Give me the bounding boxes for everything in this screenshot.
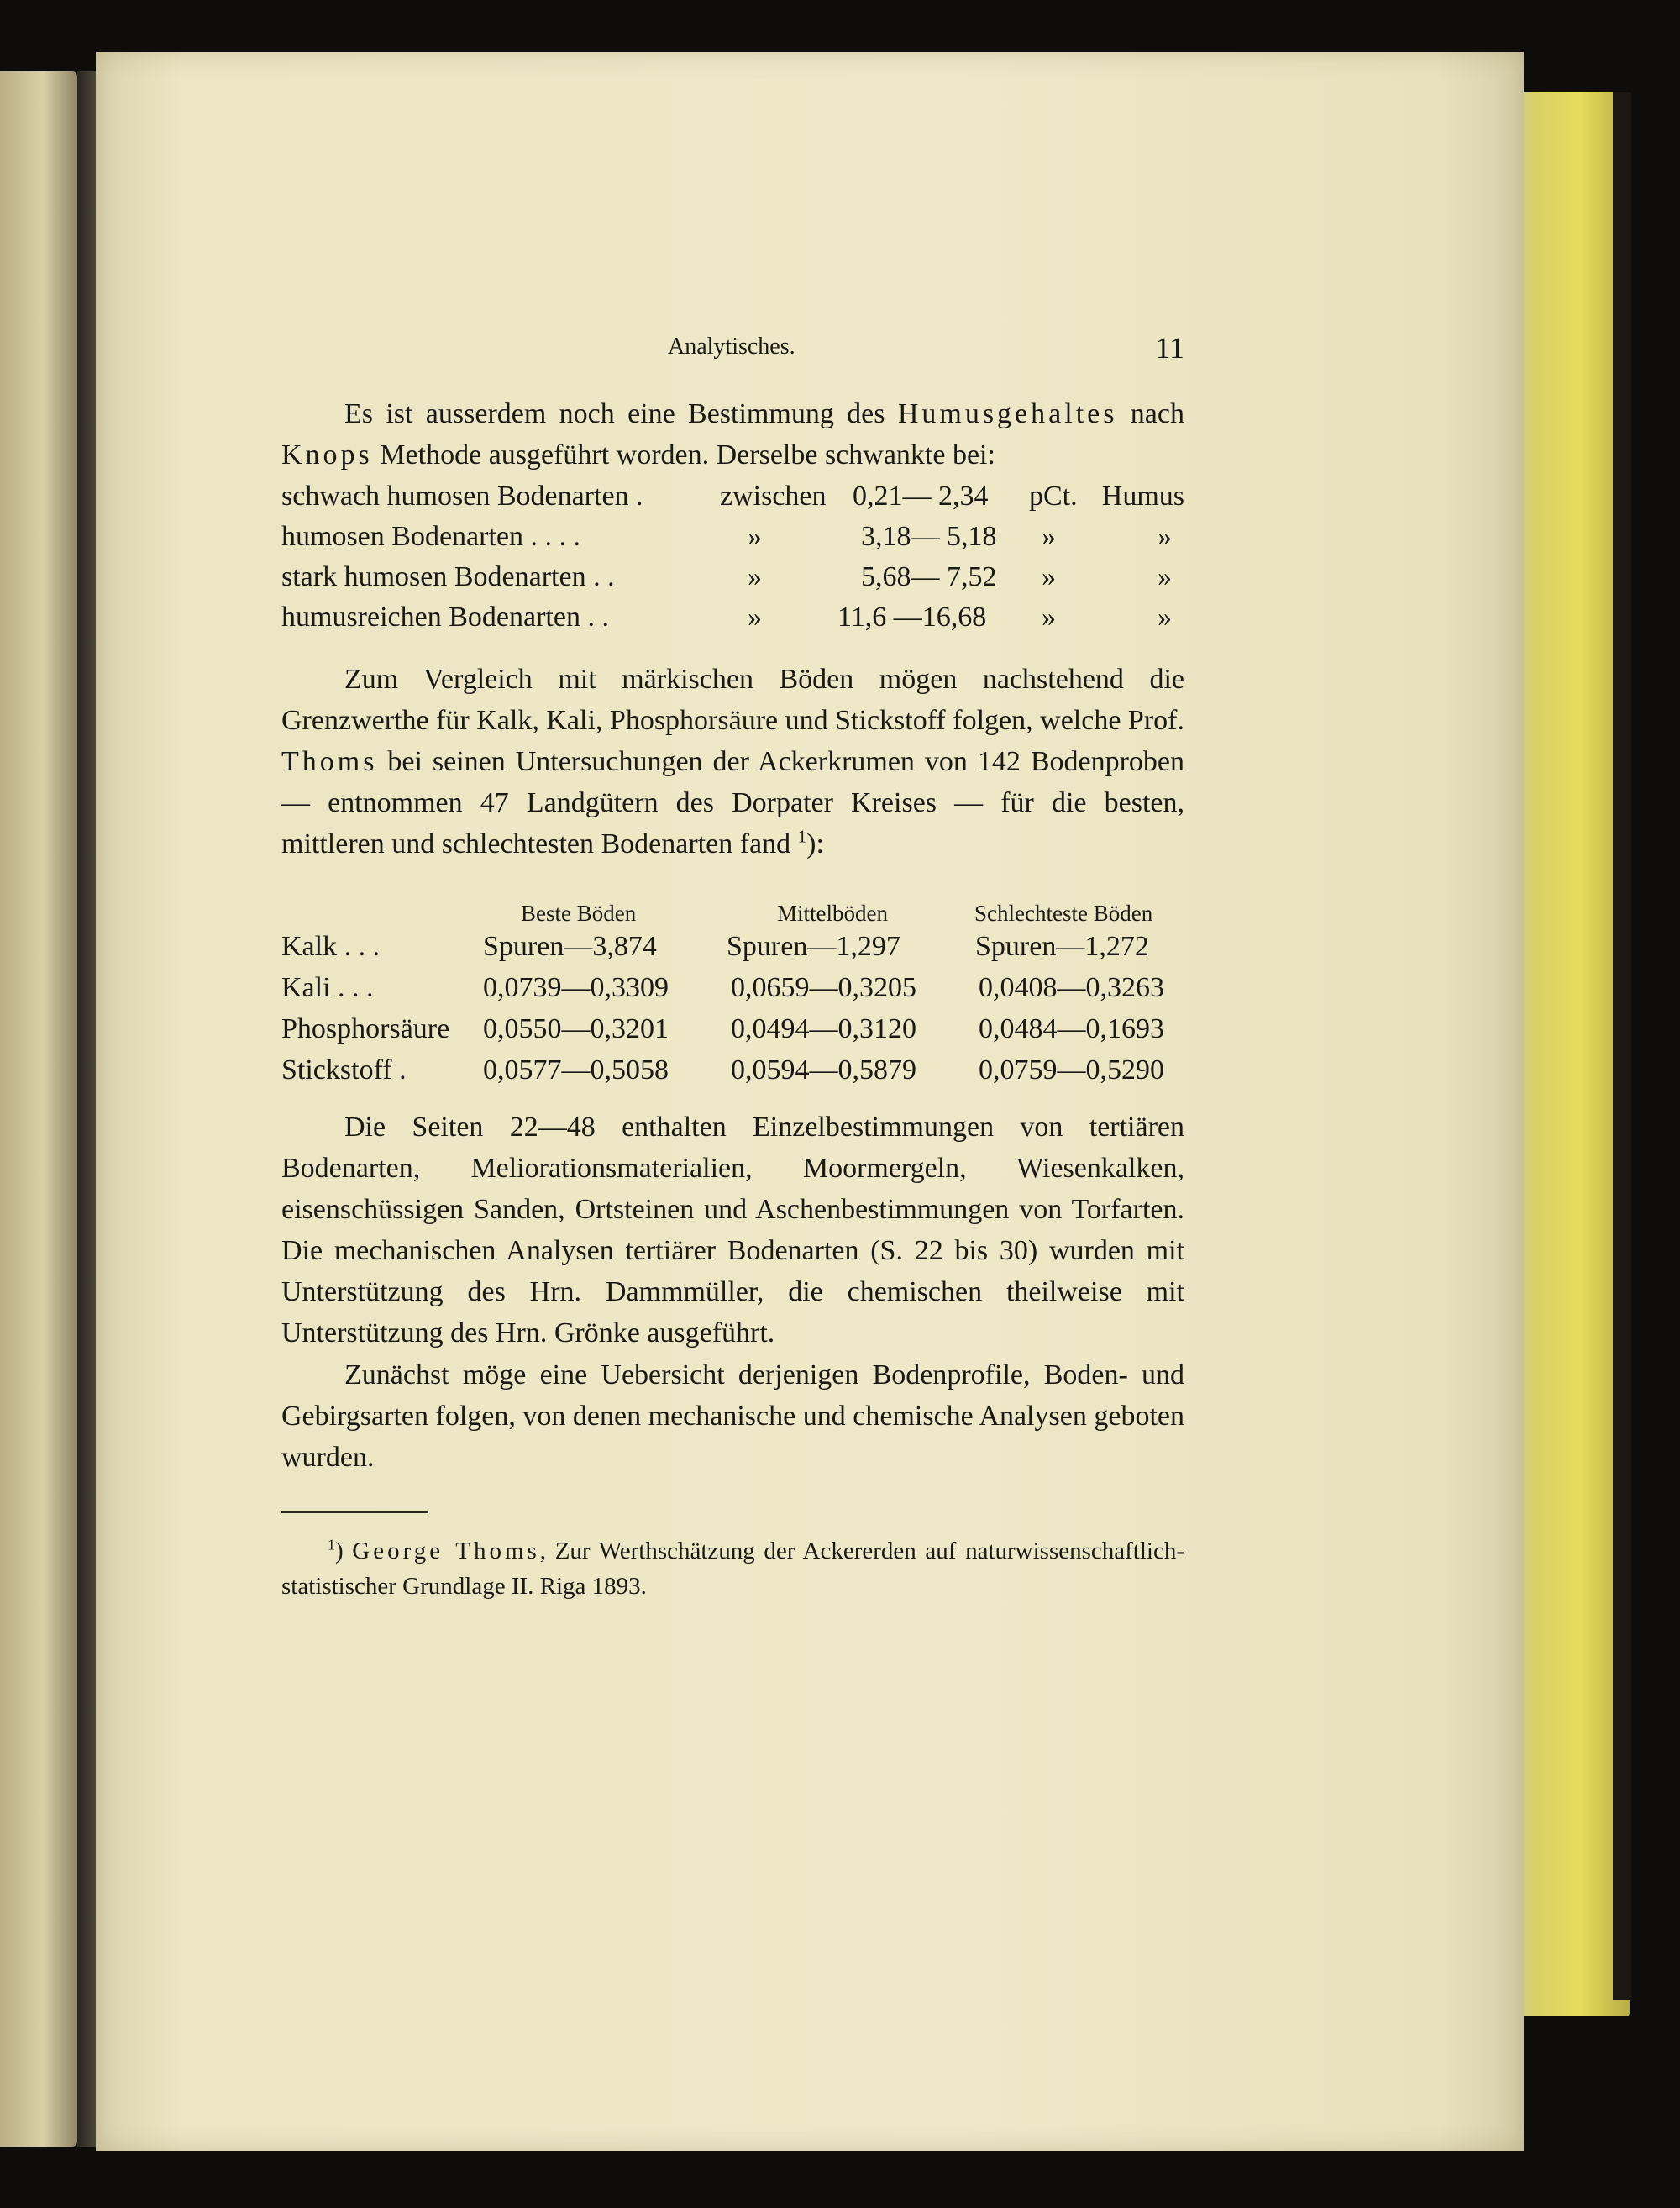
- paragraph-thoms-comparison: [281, 659, 1184, 865]
- para1-text-2: nach: [1117, 398, 1184, 429]
- running-title: Analytisches.: [668, 334, 795, 360]
- footnote-text-1: ): [334, 1538, 353, 1564]
- humus-row-substance: Humus: [1101, 481, 1184, 512]
- humus-row-range: 11,6 —16,68: [837, 602, 987, 633]
- row-label: Stickstoff .: [281, 1054, 407, 1086]
- para4-text: Zunächst möge eine Uebersicht derjenigen Bodenprofile, Boden- und Gebirgsarten folgen, von denen mechanische und chemische Analysen geboten wurden.: [281, 1359, 1184, 1473]
- page-header: [281, 330, 1184, 372]
- table-row: [281, 931, 1184, 972]
- humus-row-label: »: [748, 602, 762, 633]
- paragraph-einzelbestimmungen: [281, 1107, 1184, 1354]
- footnote-divider: [281, 1511, 428, 1513]
- para3-text: Die Seiten 22—48 enthalten Einzelbestimmungen von tertiären Bodenarten, Meliorationsmaterialien, Moormergeln, Wiesenkalken, eisenschüssigen Sanden, Ortsteinen und Aschenbestimmungen von Torfarten. Die mechanischen Analysen tertiärer Bodenarten (S. 22 bis 30) wurden mit Unterstützung des Hrn. Dammmüller, die chemischen theilweise mit Unterstützung des Hrn. Grönke ausgeführt.: [281, 1112, 1184, 1348]
- page-number: 11: [1155, 331, 1184, 365]
- book-cover-edge: [1613, 92, 1631, 2000]
- humus-row-substance: »: [1158, 602, 1172, 633]
- humus-row: [281, 481, 1184, 521]
- humus-row-substance: »: [1158, 521, 1172, 552]
- humus-row-unit: »: [1042, 561, 1056, 592]
- cell-beste: 0,0577—0,5058: [483, 1054, 669, 1086]
- facing-page-edge: [0, 71, 77, 2147]
- column-header-schlechteste: Schlechteste Böden: [974, 901, 1153, 926]
- humus-row-name: stark humosen Bodenarten . .: [281, 561, 615, 592]
- humus-row-unit: pCt.: [1029, 481, 1078, 512]
- table-row: [281, 972, 1184, 1013]
- para1-emph-knops: Knops: [281, 439, 373, 471]
- footnote-author: George Thoms: [352, 1538, 540, 1564]
- para1-emph-humusgehaltes: Humusgehaltes: [897, 398, 1118, 429]
- cell-beste: 0,0550—0,3201: [483, 1013, 669, 1044]
- para2-text-3: ):: [806, 828, 824, 860]
- humus-table: [281, 481, 1184, 642]
- humus-row-label: zwischen: [720, 481, 827, 512]
- cell-beste: Spuren—3,874: [483, 931, 657, 962]
- humus-row-unit: »: [1042, 602, 1056, 633]
- para2-text-1: Zum Vergleich mit märkischen Böden mögen nachstehend die Grenzwerthe für Kalk, Kali, Phosphorsäure und Stickstoff folgen, welche Prof.: [281, 664, 1184, 736]
- footnote: [281, 1533, 1184, 1604]
- row-label: Kali . . .: [281, 972, 374, 1003]
- row-label: Phosphorsäure: [281, 1013, 450, 1044]
- humus-row-unit: »: [1042, 521, 1056, 552]
- cell-mittel: 0,0494—0,3120: [731, 1013, 916, 1044]
- paragraph-uebersicht: [281, 1354, 1184, 1478]
- humus-row-name: humusreichen Bodenarten . .: [281, 602, 609, 633]
- humus-row-name: schwach humosen Bodenarten .: [281, 481, 643, 512]
- footnote-reference[interactable]: 1: [797, 826, 807, 847]
- paragraph-humus-intro: [281, 393, 1184, 476]
- humus-row-range: 5,68— 7,52: [861, 561, 997, 592]
- cell-mittel: 0,0594—0,5879: [731, 1054, 916, 1086]
- cell-schlechteste: 0,0408—0,3263: [979, 972, 1164, 1003]
- column-header-beste: Beste Böden: [521, 901, 637, 926]
- para2-emph-thoms: Thoms: [281, 746, 378, 777]
- limits-table: [281, 897, 1184, 1096]
- humus-row: [281, 561, 1184, 602]
- humus-row-range: 0,21— 2,34: [853, 481, 989, 512]
- humus-row: [281, 521, 1184, 561]
- humus-row-label: »: [748, 521, 762, 552]
- footnote-text-2: , Zur Werthschätzung der Ackererden auf naturwissenschaftlich-statistischer Grundlage II. Riga 1893.: [281, 1538, 1184, 1600]
- humus-row-substance: »: [1158, 561, 1172, 592]
- humus-row-range: 3,18— 5,18: [861, 521, 997, 552]
- para2-text-2: bei seinen Untersuchungen der Ackerkrumen von 142 Bodenproben — entnommen 47 Landgütern des Dorpater Kreises — für die besten, mittleren und schlechtesten Bodenarten fand: [281, 746, 1184, 860]
- humus-row: [281, 602, 1184, 642]
- book-gutter: [77, 71, 96, 2147]
- table-row: [281, 1054, 1184, 1096]
- cell-schlechteste: Spuren—1,272: [975, 931, 1149, 962]
- cell-beste: 0,0739—0,3309: [483, 972, 669, 1003]
- cell-schlechteste: 0,0484—0,1693: [979, 1013, 1164, 1044]
- cell-mittel: 0,0659—0,3205: [731, 972, 916, 1003]
- cell-mittel: Spuren—1,297: [727, 931, 900, 962]
- table-row: [281, 1013, 1184, 1054]
- limits-table-header: [281, 897, 1184, 931]
- para1-text-3: Methode ausgeführt worden. Derselbe schwankte bei:: [372, 439, 995, 471]
- para1-text-1: Es ist ausserdem noch eine Bestimmung des: [344, 398, 898, 429]
- cell-schlechteste: 0,0759—0,5290: [979, 1054, 1164, 1086]
- footnote-marker: 1: [328, 1536, 335, 1553]
- row-label: Kalk . . .: [281, 931, 381, 962]
- column-header-mittel: Mittelböden: [777, 901, 888, 926]
- humus-row-name: humosen Bodenarten . . . .: [281, 521, 580, 552]
- humus-row-label: »: [748, 561, 762, 592]
